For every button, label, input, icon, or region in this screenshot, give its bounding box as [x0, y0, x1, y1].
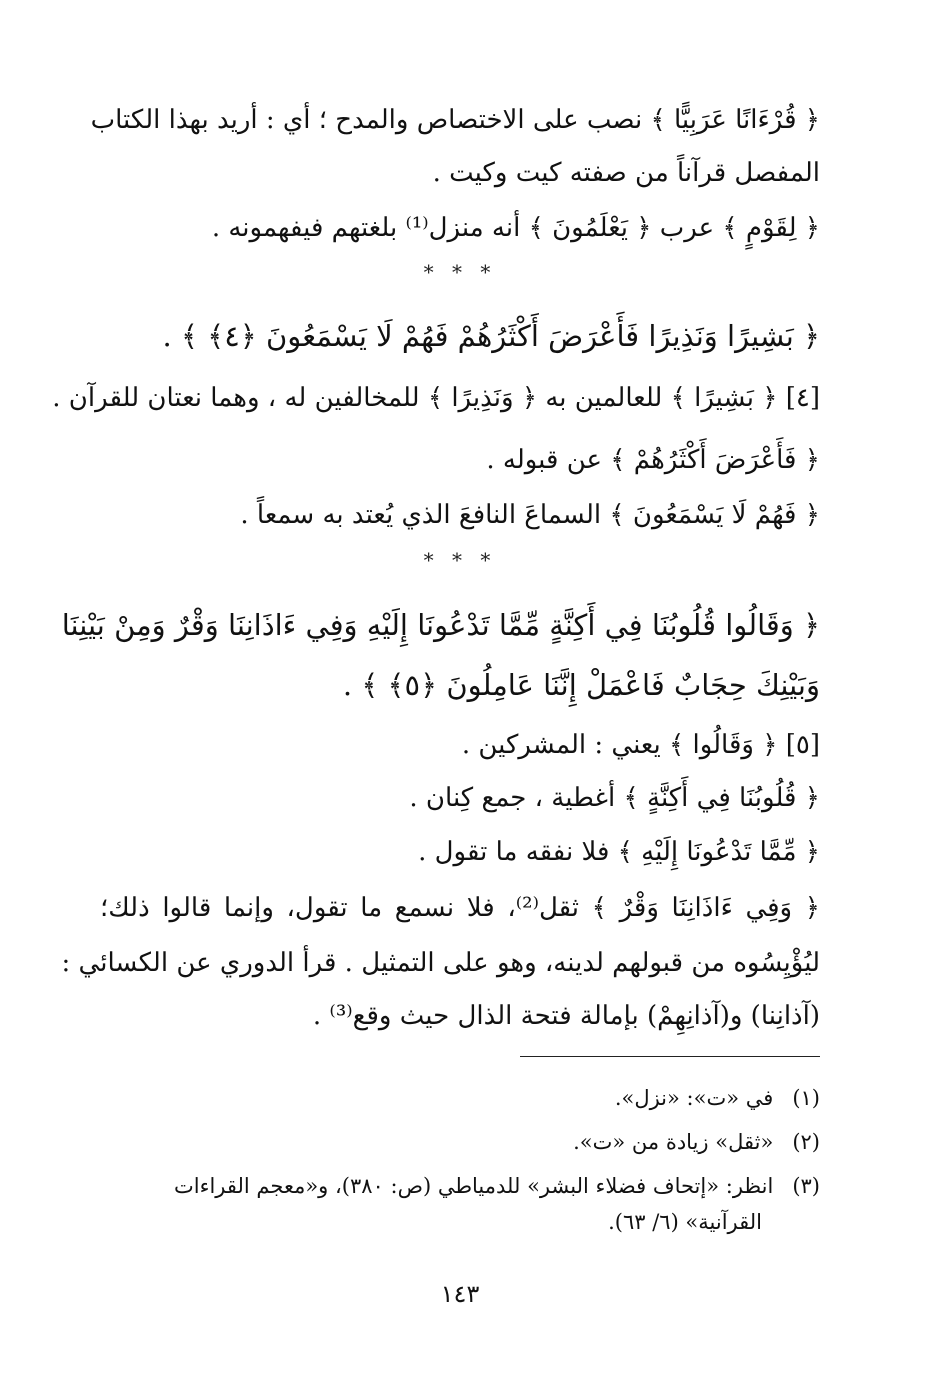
- commentary-line: ﴿ فَأَعْرَضَ أَكْثَرُهُمْ ﴾ عن قبوله .: [486, 445, 820, 475]
- commentary-line: ﴿ قُلُوبُنَا فِي أَكِنَّةٍ ﴾ أغطية ، جمع كِنان .: [409, 783, 820, 813]
- commentary-line: [٤] ﴿ بَشِيرًا ﴾ للعالمين به ﴿ وَنَذِيرًا ﴾ للمخالفين له ، وهما نعتان للقرآن .: [52, 383, 820, 413]
- commentary-line: ﴿ فَهُمْ لَا يَسْمَعُونَ ﴾ السماعَ النافعَ الذي يُعتد به سمعاً .: [240, 500, 820, 530]
- commentary-line: ليُؤْيِسُوه من قبولهم لدينه، وهو على التمثيل . قرأ الدوري عن الكسائي :: [61, 948, 820, 978]
- footnote-continuation: القرآنية» (٦/ ٦٣).: [608, 1210, 762, 1234]
- commentary-line: ﴿ مِّمَّا تَدْعُونَا إِلَيْهِ ﴾ فلا نفقه ما تقول .: [418, 837, 820, 867]
- quran-verse-5: ﴿ وَقَالُوا قُلُوبُنَا فِي أَكِنَّةٍ مِّمَّا تَدْعُونَا إِلَيْهِ وَفِي ءَاذَانِنَا وَقْرٌ وَمِنْ بَيْنِنَا: [61, 608, 820, 642]
- footnote: [100, 1126, 820, 1158]
- footnote-text: «ثقل» زيادة من «ت».: [573, 1130, 774, 1154]
- footnote: [100, 1082, 820, 1114]
- page-number: ١٤٣: [440, 1280, 480, 1308]
- footnote-number: (٢): [792, 1130, 820, 1154]
- commentary-line: [٥] ﴿ وَقَالُوا ﴾ يعني : المشركين .: [461, 730, 820, 760]
- quran-verse-5: وَبَيْنِكَ حِجَابٌ فَاعْمَلْ إِنَّنَا عَامِلُونَ ﴿٥﴾ ﴾ .: [342, 668, 820, 702]
- section-separator: * * *: [423, 548, 497, 572]
- section-separator: * * *: [423, 260, 497, 284]
- footnote-text: انظر: «إتحاف فضلاء البشر» للدمياطي (ص: ٣٨٠)، و«معجم القراءات: [173, 1174, 774, 1198]
- commentary-line: ﴿ لِقَوْمٍ ﴾ عرب ﴿ يَعْلَمُونَ ﴾ أنه منزل⁽¹⁾ بلغتهم فيفهمونه .: [211, 213, 820, 243]
- footnote-number: (١): [792, 1086, 820, 1110]
- footnote-number: (٣): [792, 1174, 820, 1198]
- quran-verse-4: ﴿ بَشِيرًا وَنَذِيرًا فَأَعْرَضَ أَكْثَرُهُمْ فَهُمْ لَا يَسْمَعُونَ ﴿٤﴾ ﴾ .: [162, 319, 820, 353]
- footnote-divider: [520, 1056, 820, 1057]
- commentary-line: المفصل قرآناً من صفته كيت وكيت .: [432, 158, 820, 188]
- commentary-line: (آذانِنا) و(آذانِهِمْ) بإمالة فتحة الذال حيث وقع⁽³⁾ .: [312, 1001, 820, 1031]
- footnote-text: في «ت»: «نزل».: [614, 1086, 774, 1110]
- commentary-line: ﴿ قُرْءَانًا عَرَبِيًّا ﴾ نصب على الاختصاص والمدح ؛ أي : أريد بهذا الكتاب: [90, 105, 820, 135]
- footnote: [100, 1170, 820, 1202]
- commentary-line: ﴿ وَفِي ءَاذَانِنَا وَقْرٌ ﴾ ثقل⁽²⁾، فلا نسمع ما تقول، وإنما قالوا ذلك؛: [100, 893, 820, 923]
